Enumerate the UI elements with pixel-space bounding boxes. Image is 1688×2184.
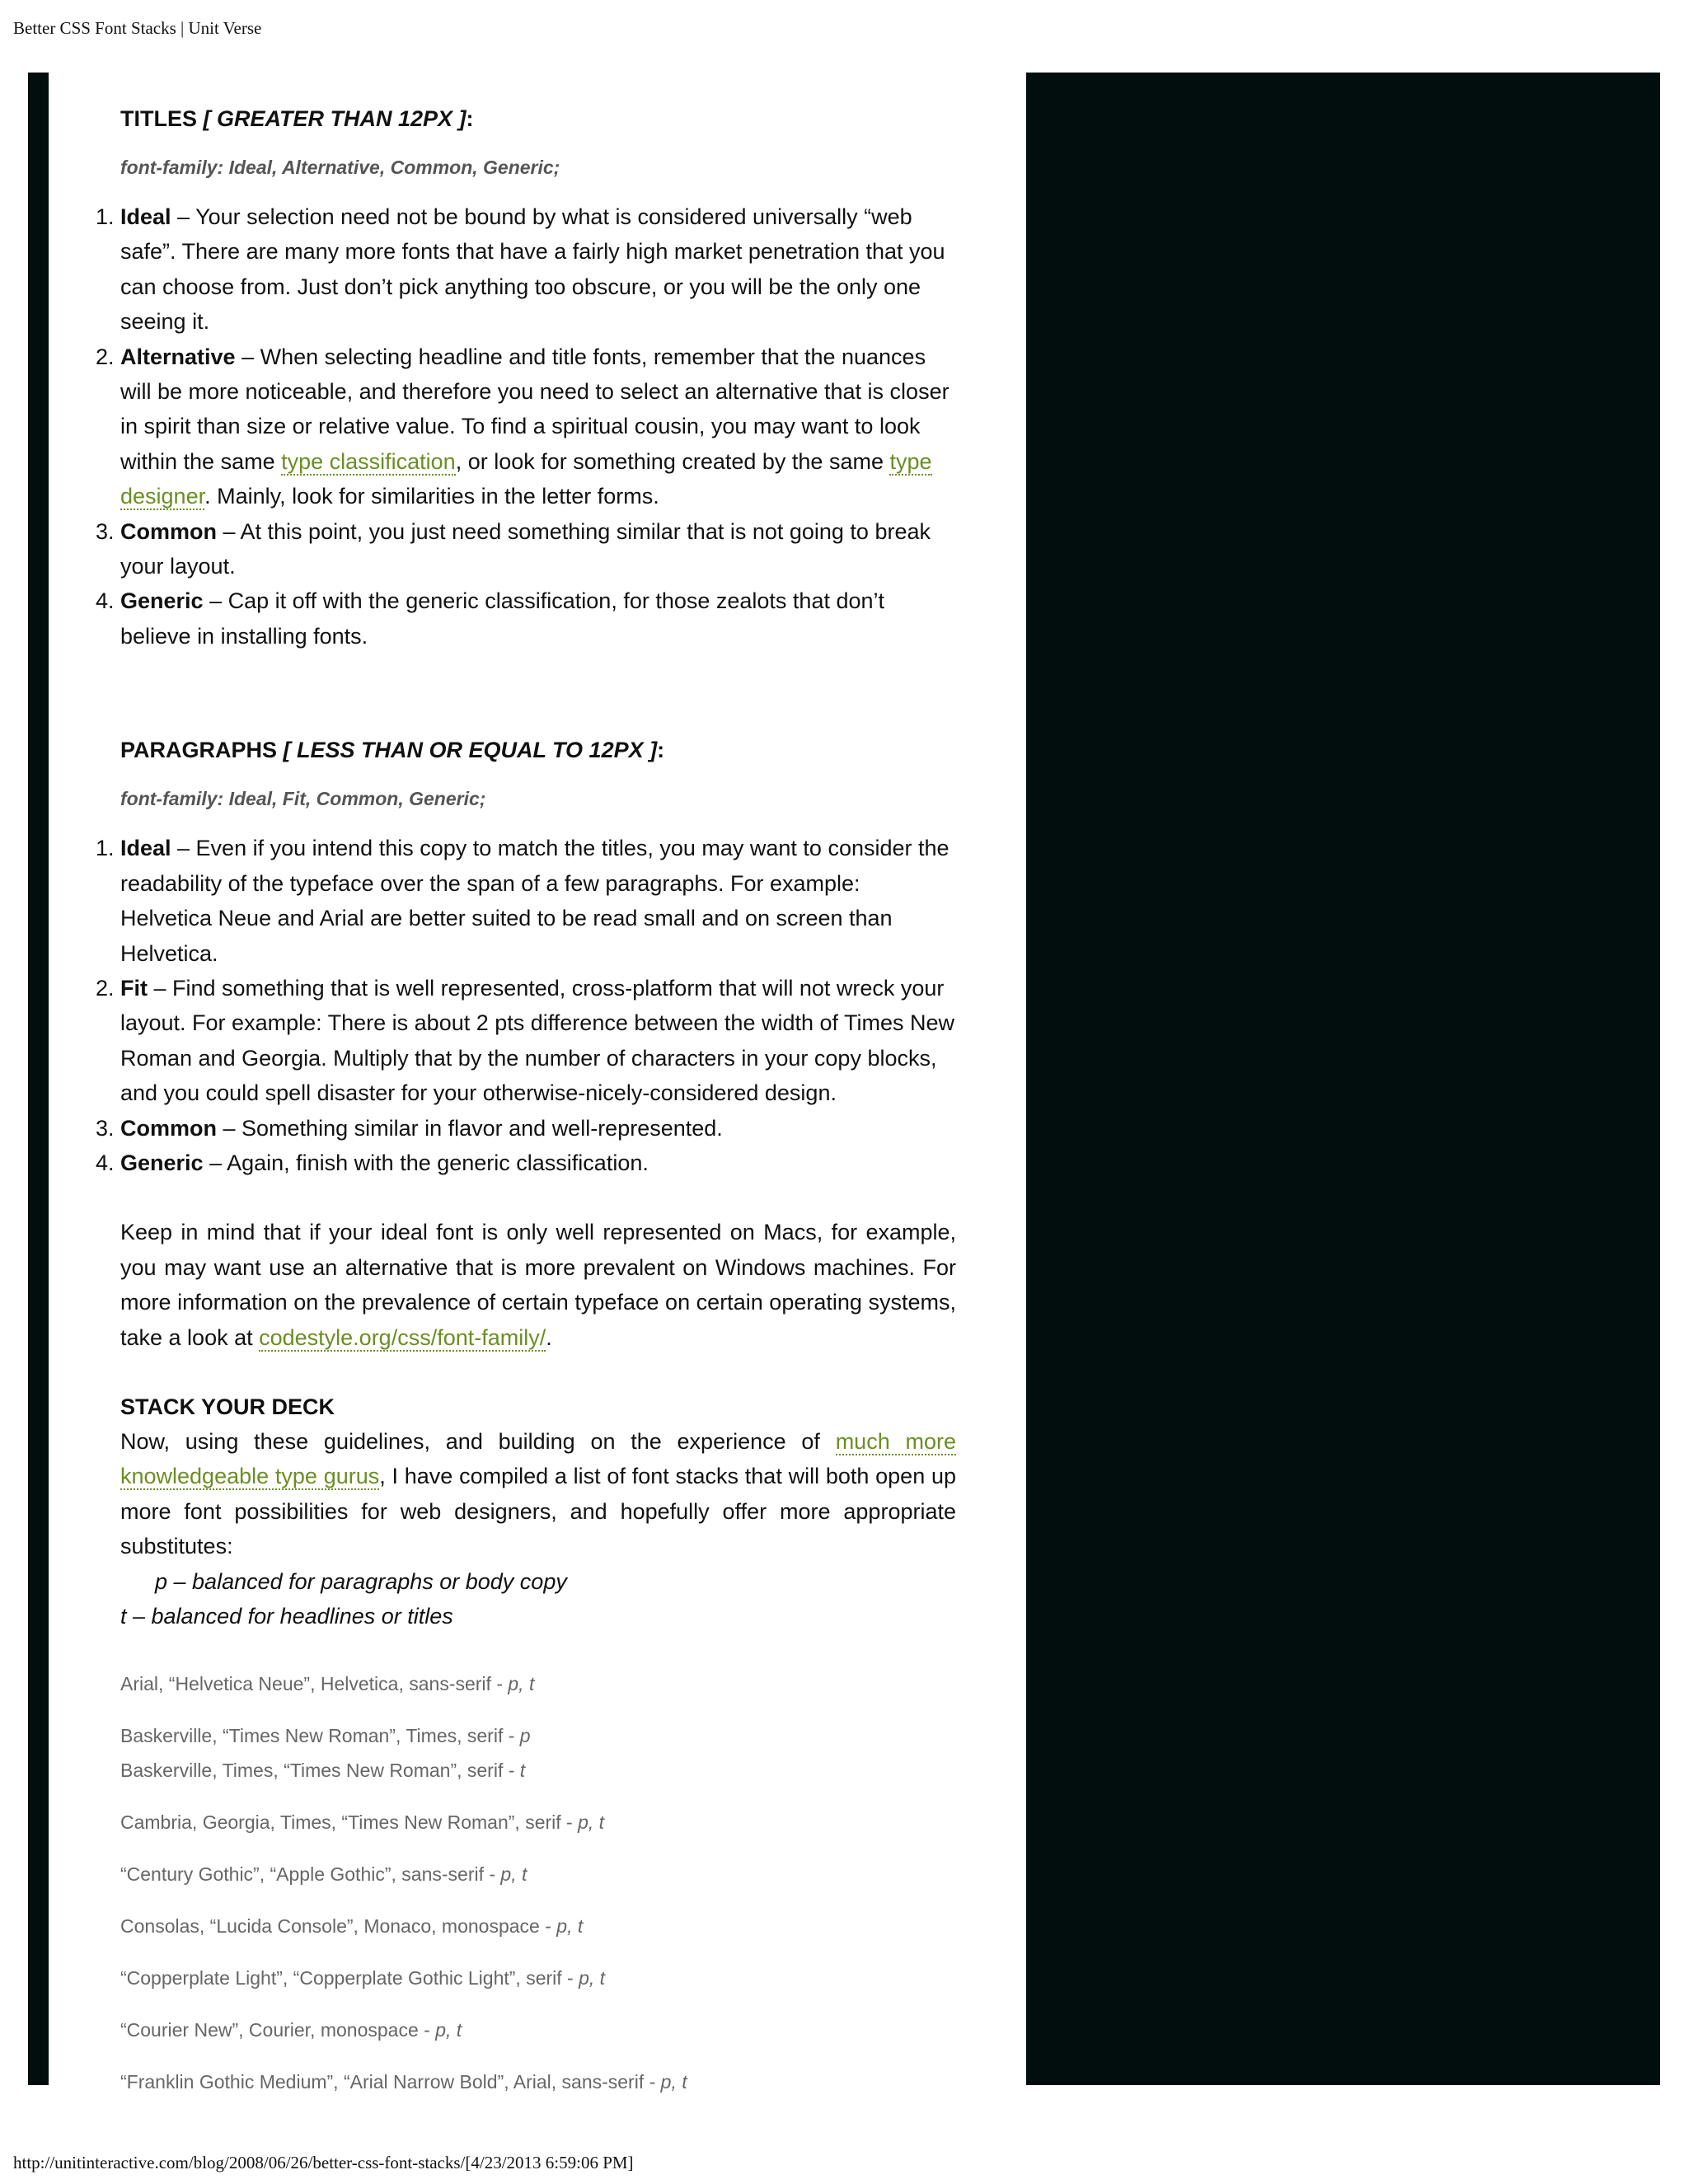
font-stack-item xyxy=(120,1718,956,1753)
font-stack-tags: p, t xyxy=(508,1673,535,1695)
note-text: Keep in mind that if your ideal font is only well represented on Macs, for example, you may want use an alternative that is more prevalent on Windows machines. For more information on the prevalence of certain typeface on certain operating systems, take a look at xyxy=(120,1220,956,1350)
font-stack-fonts: “Century Gothic”, “Apple Gothic”, sans-serif - xyxy=(120,1863,501,1886)
titles-heading xyxy=(120,102,956,135)
type-gurus-link[interactable]: much more knowledgeable type gurus xyxy=(120,1428,956,1489)
font-stack-tags: p, t xyxy=(435,2019,462,2041)
list-item-text: – Cap it off with the generic classification, for those zealots that don’t believe in installing fonts. xyxy=(120,588,885,649)
font-stack-fonts: Consolas, “Lucida Console”, Monaco, monospace - xyxy=(120,1915,557,1938)
list-item-text: – Your selection need not be bound by what is considered universally “web safe”. There are many more fonts that have a fairly high market penetration that you can choose from. Just don’t pick anything too obscure, or you will be the only one seeing it. xyxy=(120,204,945,335)
font-stack-item xyxy=(120,1961,956,1995)
font-stack-fonts: Arial, “Helvetica Neue”, Helvetica, sans-serif - xyxy=(120,1673,509,1695)
list-item-text: , or look for something created by the same xyxy=(455,448,890,474)
type-designer-link[interactable]: type designer xyxy=(120,448,932,509)
font-stack-fonts: “Franklin Gothic Medium”, “Arial Narrow Bold”, Arial, sans-serif - xyxy=(120,2071,661,2093)
font-stack-item xyxy=(120,1666,956,1701)
stack-intro-text: Now, using these guidelines, and building on the experience of xyxy=(120,1428,836,1454)
list-item-term: Generic xyxy=(120,1150,204,1175)
paragraphs-heading-text: PARAGRAPHS xyxy=(120,738,278,763)
font-stack-list xyxy=(120,1666,956,2099)
list-item-text: – Find something that is well represented, cross-platform that will not wreck your layout. For example: There is about 2 pts difference between the width of Times New Roman and Georgia. Multiply that by the number of characters in your copy blocks, and you could spell disaster for your otherwise-nicely-considered design. xyxy=(120,975,955,1106)
font-stack-tags: p xyxy=(519,1725,531,1747)
list-item-text: – Even if you intend this copy to match the titles, you may want to consider the readability of the typeface over the span of a few paragraphs. For example: Helvetica Neue and Arial are better suited to be read small and on screen than Helvetica. xyxy=(120,836,950,966)
list-item-text: – When selecting headline and title fonts, remember that the nuances will be more noticeable, and therefore you need to select an alternative that is closer in spirit than size or relative value. To find a spiritual cousin, you may want to look within the same xyxy=(120,344,950,474)
list-item-text: – At this point, you just need something similar that is not going to break your layout. xyxy=(120,518,931,579)
list-item xyxy=(120,340,956,514)
codestyle-link[interactable]: codestyle.org/css/font-family/ xyxy=(259,1324,546,1350)
font-stack-tags: p, t xyxy=(578,1811,605,1834)
paragraphs-list xyxy=(79,831,956,1180)
list-item-term: Ideal xyxy=(120,204,171,229)
list-item xyxy=(120,583,956,654)
legend-p: p – balanced for paragraphs or body copy xyxy=(155,1568,567,1594)
stack-intro-text: , I have compiled a list of font stacks that will both open up more font possibilities for web designers, and hopefully offer more appropriate substitutes: xyxy=(120,1464,957,1559)
font-stack-tags: p, t xyxy=(660,2071,687,2093)
list-item-term: Alternative xyxy=(120,344,236,369)
font-stack-tags: t xyxy=(519,1760,526,1782)
font-stack-item xyxy=(120,1753,956,1788)
titles-colon: : xyxy=(466,106,474,131)
font-stack-fonts: “Courier New”, Courier, monospace - xyxy=(120,2019,436,2041)
paragraphs-qualifier: [ LESS THAN OR EQUAL TO 12PX ] xyxy=(283,738,658,763)
list-item xyxy=(120,199,956,340)
paragraphs-colon: : xyxy=(657,738,665,763)
font-stack-item xyxy=(120,1857,956,1891)
list-item-term: Generic xyxy=(120,588,204,614)
prevalence-note xyxy=(120,1215,956,1355)
font-stack-tags: p, t xyxy=(579,1967,606,1990)
paragraphs-font-family-rule: font-family: Ideal, Fit, Common, Generic; xyxy=(120,788,486,810)
font-stack-tags: p, t xyxy=(500,1863,528,1886)
titles-font-family-rule: font-family: Ideal, Alternative, Common, Generic; xyxy=(120,157,560,178)
font-stack-item xyxy=(120,1909,956,1943)
font-stack-item xyxy=(120,2064,956,2099)
list-item-text: – Something similar in flavor and well-represented. xyxy=(217,1115,723,1141)
titles-heading-text: TITLES xyxy=(120,106,197,131)
font-stack-fonts: Baskerville, Times, “Times New Roman”, serif - xyxy=(120,1760,520,1782)
list-item-term: Common xyxy=(120,518,217,544)
legend-t: t – balanced for headlines or titles xyxy=(120,1604,453,1629)
print-header: Better CSS Font Stacks | Unit Verse xyxy=(13,18,262,38)
titles-qualifier: [ GREATER THAN 12PX ] xyxy=(203,106,467,131)
list-item-term: Common xyxy=(120,1115,217,1141)
font-stack-item xyxy=(120,2013,956,2047)
list-item-term: Ideal xyxy=(120,836,171,861)
list-item-text: – Again, finish with the generic classification. xyxy=(203,1150,649,1175)
note-text: . xyxy=(546,1324,552,1350)
titles-list xyxy=(79,199,956,654)
type-classification-link[interactable]: type classification xyxy=(281,448,456,474)
font-stack-fonts: Baskerville, “Times New Roman”, Times, serif - xyxy=(120,1725,520,1747)
font-stack-fonts: “Copperplate Light”, “Copperplate Gothic Light”, serif - xyxy=(120,1967,579,1990)
left-rail xyxy=(28,73,49,2085)
list-item xyxy=(120,514,956,584)
list-item xyxy=(120,1146,956,1180)
stack-your-deck-heading: STACK YOUR DECK xyxy=(120,1394,335,1419)
list-item xyxy=(120,971,956,1111)
font-stack-item xyxy=(120,1805,956,1840)
article-content xyxy=(79,82,956,2116)
font-stack-fonts: Cambria, Georgia, Times, “Times New Roman”, serif - xyxy=(120,1811,579,1834)
font-stack-tags: p, t xyxy=(556,1915,584,1938)
list-item-term: Fit xyxy=(120,975,148,1001)
list-item xyxy=(120,831,956,971)
sidebar-panel xyxy=(1026,73,1660,2085)
list-item xyxy=(120,1111,956,1146)
list-item-text: . Mainly, look for similarities in the letter forms. xyxy=(204,484,659,509)
stack-intro xyxy=(120,1424,956,1564)
print-footer-url: http://unitinteractive.com/blog/2008/06/26/better-css-font-stacks/[4/23/2013 6:59:06 PM] xyxy=(13,2153,634,2172)
paragraphs-heading xyxy=(120,733,956,766)
